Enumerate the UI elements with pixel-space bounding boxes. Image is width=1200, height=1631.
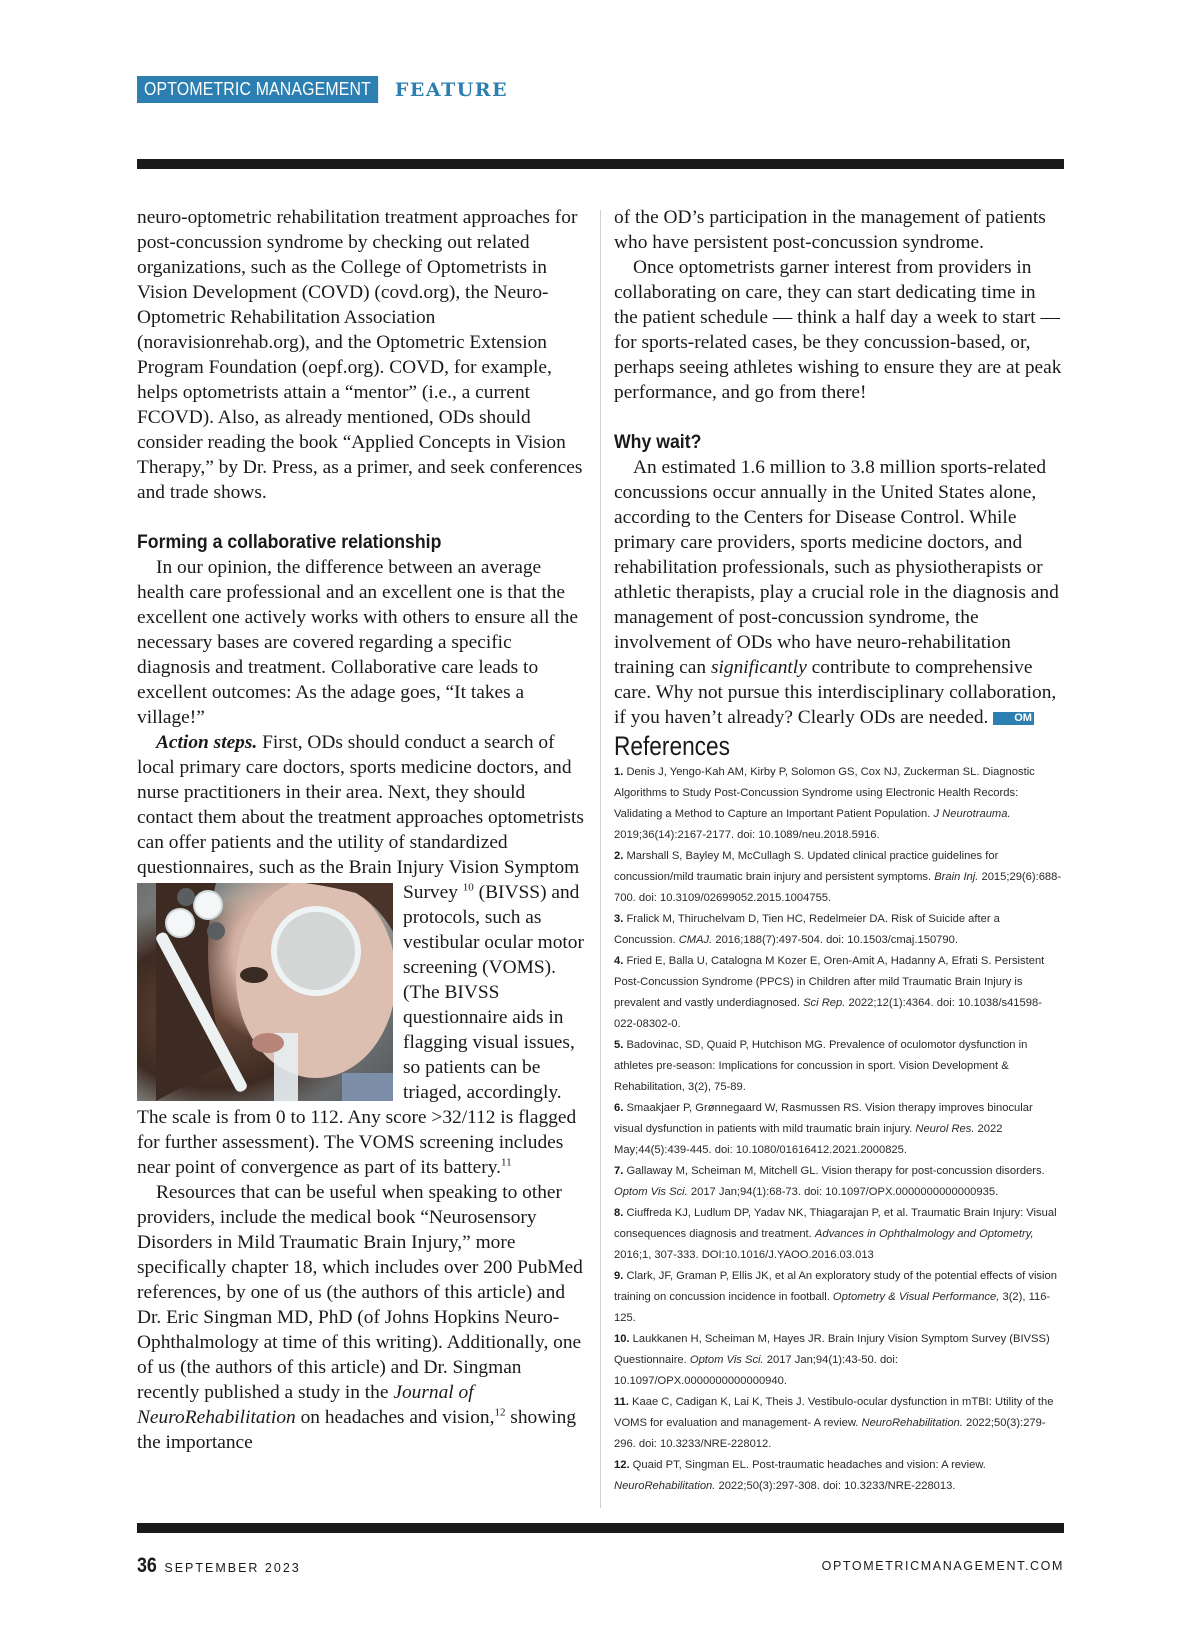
- reference-journal: NeuroRehabilitation.: [861, 1417, 963, 1429]
- reference-item: 8. Ciuffreda KJ, Ludlum DP, Yadav NK, Thiagarajan P, et al. Traumatic Brain Injury: Visual consequences diagnosis and treatment. Advances in Ophthalmology and Optometry, 2016;1, 307-333. DOI:10.1016/J.YAOO.2016.03.013: [614, 1207, 1057, 1261]
- reference-journal: CMAJ.: [678, 934, 713, 946]
- reference-item: 12. Quaid PT, Singman EL. Post-traumatic headaches and vision: A review. NeuroRehabilitation. 2022;50(3):297-308. doi: 10.3233/NRE-228013.: [614, 1459, 986, 1492]
- patient-photo: [137, 883, 393, 1101]
- section-header: [137, 76, 508, 103]
- reference-item: 1. Denis J, Yengo-Kah AM, Kirby P, Solomon GS, Cox NJ, Zuckerman SL. Diagnostic Algorithms to Study Post-Concussion Syndrome using Electronic Health Records: Validating a Method to Capture an Important Patient Population. J Neurotrauma. 2019;36(14):2167-2177. doi: 10.1089/neu.2018.5916.: [614, 766, 1035, 841]
- subheading-collaborative: Forming a collaborative relationship: [137, 532, 442, 553]
- reference-number: 5.: [614, 1039, 624, 1051]
- reference-journal: Neurol Res.: [915, 1123, 975, 1135]
- reference-number: 10.: [614, 1333, 630, 1345]
- reference-journal: Brain Inj.: [934, 871, 979, 883]
- reference-item: 10. Laukkanen H, Scheiman M, Hayes JR. Brain Injury Vision Symptom Survey (BIVSS) Questionnaire. Optom Vis Sci. 2017 Jan;94(1):43-50. doi: 10.1097/OPX.0000000000000940.: [614, 1333, 1050, 1387]
- reference-number: 7.: [614, 1165, 624, 1177]
- reference-item: 3. Fralick M, Thiruchelvam D, Tien HC, Redelmeier DA. Risk of Suicide after a Concussion. CMAJ. 2016;188(7):497-504. doi: 10.1503/cmaj.150790.: [614, 913, 1000, 946]
- reference-journal: Optom Vis Sci.: [689, 1354, 764, 1366]
- right-column: [614, 205, 1064, 1497]
- reference-number: 11.: [614, 1396, 629, 1408]
- reference-number: 8.: [614, 1207, 624, 1219]
- child-vision-test-illustration: [156, 883, 393, 1101]
- reference-item: 9. Clark, JF, Graman P, Ellis JK, et al An exploratory study of the potential effects of vision training on concussion incidence in football. Optometry & Visual Performance, 3(2), 116-125.: [614, 1270, 1057, 1324]
- paragraph: of the OD’s participation in the management of patients who have persistent post-concussion syndrome.: [614, 207, 1046, 253]
- left-column: [137, 205, 584, 1455]
- references-list: [614, 762, 1064, 1497]
- reference-journal: Optom Vis Sci.: [614, 1186, 688, 1198]
- section-name: OPTOMETRIC MANAGEMENT: [137, 76, 378, 103]
- reference-journal: Optometry & Visual Performance,: [832, 1291, 1000, 1303]
- reference-number: 12.: [614, 1459, 630, 1471]
- journal-title: Journal of NeuroRehabilitation: [137, 1382, 474, 1428]
- end-mark-om-icon: OM: [993, 712, 1034, 725]
- subheading-why-wait: Why wait?: [614, 432, 702, 453]
- footer-folio: [137, 1554, 301, 1578]
- paragraph: In our opinion, the difference between an average health care professional and an excellent one is that the excellent one actively works with others to ensure all the necessary bases are covered regarding a specific diagnosis and treatment. Collaborative care leads to excellent outcomes: As the adage goes, “It takes a village!”: [137, 557, 578, 728]
- run-in-heading: Action steps.: [156, 732, 258, 753]
- reference-journal: NeuroRehabilitation.: [614, 1480, 716, 1492]
- footer-website: OPTOMETRICMANAGEMENT.COM: [821, 1559, 1064, 1573]
- references-title: References: [614, 731, 730, 761]
- reference-number: 1.: [614, 766, 624, 778]
- paragraph: neuro-optometric rehabilitation treatment approaches for post-concussion syndrome by checking out related organizations, such as the College of Optometrists in Vision Development (COVD) (covd.org), the Neuro-Optometric Rehabilitation Association (noravisionrehab.org), and the Optometric Extension Program Foundation (oepf.org). COVD, for example, helps optometrists attain a “mentor” (i.e., a current FCOVD). Also, as already mentioned, ODs should consider reading the book “Applied Concepts in Vision Therapy,” by Dr. Press, as a primer, and seek conferences and trade shows.: [137, 207, 583, 503]
- reference-number: 3.: [614, 913, 624, 925]
- reference-journal: Advances in Ophthalmology and Optometry,: [814, 1228, 1034, 1240]
- emphasis: significantly: [710, 657, 807, 678]
- reference-item: 7. Gallaway M, Scheiman M, Mitchell GL. Vision therapy for post-concussion disorders. Optom Vis Sci. 2017 Jan;94(1):68-73. doi: 10.1097/OPX.0000000000000935.: [614, 1165, 1045, 1198]
- section-label: FEATURE: [394, 78, 509, 101]
- reference-item: 11. Kaae C, Cadigan K, Lai K, Theis J. Vestibulo-ocular dysfunction in mTBI: Utility of the VOMS for evaluation and management- A review. NeuroRehabilitation. 2022;50(3):279-296. doi: 10.3233/NRE-228012.: [614, 1396, 1054, 1450]
- paragraph: Action steps. First, ODs should conduct a search of local primary care doctors, sports medicine doctors, and nurse practitioners in their area. Next, they should contact them about the treatment approaches optometrists can offer patients and the utility of standardized questionnaires, such as the Brain Injury Vision Symptom Survey $^{10}$ (BIVSS) and protocols, such as vestibular ocular motor screening (VOMS). (The BIVSS questionnaire aids in flagging visual issues, so patients can be triaged, accordingly. The scale is from 0 to 112. Any score >32/112 is flagged for further assessment). The VOMS screening includes near point of convergence as part of its battery.$^{11}$: [137, 732, 584, 1178]
- reference-number: 6.: [614, 1102, 624, 1114]
- reference-number: 9.: [614, 1270, 624, 1282]
- issue-date: SEPTEMBER 2023: [164, 1561, 301, 1575]
- page-number: 36: [137, 1554, 157, 1577]
- paragraph: Resources that can be useful when speaking to other providers, include the medical book “Neurosensory Disorders in Mild Traumatic Brain Injury,” more specifically chapter 18, which includes over 200 PubMed references, by one of us (the authors of this article) and Dr. Eric Singman MD, PhD (of Johns Hopkins Neuro-Ophthalmology at time of this writing). Additionally, one of us (the authors of this article) and Dr. Singman recently published a study in the Journal of NeuroRehabilitation on headaches and vision,$^{12}$ showing the importance: [137, 1182, 583, 1453]
- reference-item: 5. Badovinac, SD, Quaid P, Hutchison MG. Prevalence of oculomotor dysfunction in athletes pre-season: Implications for concussion in sport. Vision Development & Rehabilitation, 3(2), 75-89.: [614, 1039, 1028, 1093]
- reference-journal: Sci Rep.: [803, 997, 846, 1009]
- column-divider: [600, 210, 601, 1508]
- reference-number: 2.: [614, 850, 624, 862]
- paragraph: Once optometrists garner interest from providers in collaborating on care, they can start dedicating time in the patient schedule — think a half day a week to start — for sports-related cases, be they concussion-based, or, perhaps seeing athletes wishing to ensure they are at peak performance, and go from there!: [614, 257, 1062, 403]
- reference-number: 4.: [614, 955, 624, 967]
- reference-item: 2. Marshall S, Bayley M, McCullagh S. Updated clinical practice guidelines for concussion/mild traumatic brain injury and persistent symptoms. Brain Inj. 2015;29(6):688-700. doi: 10.3109/02699052.2015.1004755.: [614, 850, 1062, 904]
- reference-journal: J Neurotrauma.: [933, 808, 1011, 820]
- paragraph: An estimated 1.6 million to 3.8 million sports-related concussions occur annually in the United States alone, according to the Centers for Disease Control. While primary care providers, sports medicine doctors, and rehabilitation professionals, such as physiotherapists or athletic therapists, play a crucial role in the diagnosis and management of post-concussion syndrome, the involvement of ODs who have neuro-rehabilitation training can significantly contribute to comprehensive care. Why not pursue this interdisciplinary collaboration, if you haven’t already? Clearly ODs are needed. OM: [614, 457, 1059, 728]
- top-rule: [137, 159, 1064, 169]
- reference-item: 4. Fried E, Balla U, Catalogna M Kozer E, Oren-Amit A, Hadanny A, Efrati S. Persistent Post-Concussion Syndrome (PPCS) in Children after mild Traumatic Brain Injury is prevalent and vastly underdiagnosed. Sci Rep. 2022;12(1):4364. doi: 10.1038/s41598-022-08302-0.: [614, 955, 1045, 1030]
- bottom-rule: [137, 1523, 1064, 1533]
- reference-item: 6. Smaakjaer P, Grønnegaard W, Rasmussen RS. Vision therapy improves binocular visual dysfunction in patients with mild traumatic brain injury. Neurol Res. 2022 May;44(5):439-445. doi: 10.1080/01616412.2021.2000825.: [614, 1102, 1033, 1156]
